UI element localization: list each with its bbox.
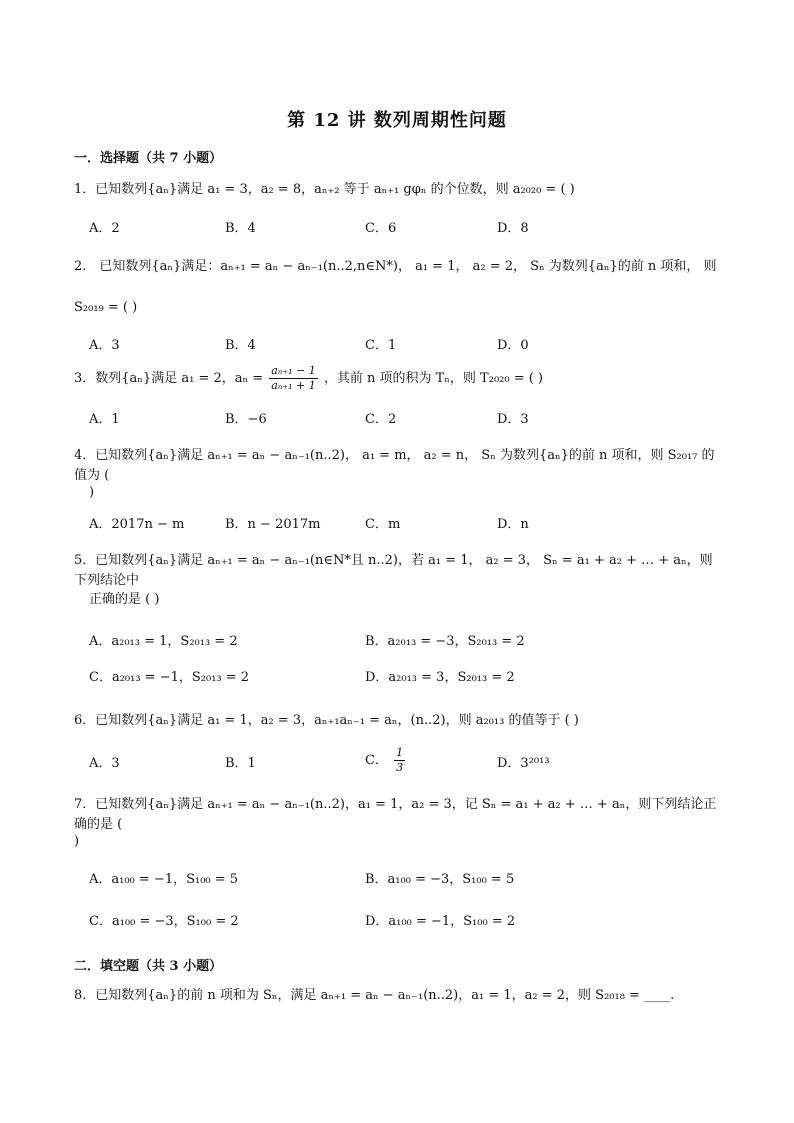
question-6-option-c-label: C． — [365, 753, 388, 768]
question-6-stem: 6．已知数列{aₙ}满足 a₁ = 1，a₂ = 3，aₙ₊₁aₙ₋₁ = aₙ，(n..2)，则 a₂₀₁₃ 的值等于 ( ) — [74, 713, 579, 728]
question-2-option-c: C．1 — [365, 338, 397, 353]
question-1-stem: 1．已知数列{aₙ}满足 a₁ = 3，a₂ = 8，aₙ₊₂ 等于 aₙ₊₁ gφₙ 的个位数，则 a₂₀₂₀ = ( ) — [74, 182, 575, 197]
question-2-stem-continued: S₂₀₁₉ = ( ) — [74, 300, 138, 315]
question-6-option-c-fraction — [394, 746, 405, 775]
question-3-option-d: D．3 — [497, 412, 529, 427]
question-2-option-a: A．3 — [89, 338, 120, 353]
question-1-option-a: A．2 — [89, 221, 120, 236]
question-5-option-a: A．a₂₀₁₃ = 1，S₂₀₁₃ = 2 — [89, 634, 238, 649]
question-7-option-d: D．a₁₀₀ = −1，S₁₀₀ = 2 — [365, 914, 516, 929]
question-3-fraction — [269, 364, 317, 393]
question-4-stem: 4．已知数列{aₙ}满足 aₙ₊₁ = aₙ − aₙ₋₁(n..2)， a₁ = m， a₂ = n， Sₙ 为数列{aₙ}的前 n 项和，则 S₂₀₁₇ 的值为 ( — [74, 448, 715, 483]
question-3-stem-end: ，其前 n 项的积为 Tₙ，则 T₂₀₂₀ = ( ) — [323, 371, 544, 386]
question-7-option-c: C．a₁₀₀ = −3，S₁₀₀ = 2 — [89, 914, 239, 929]
question-7-stem: 7．已知数列{aₙ}满足 aₙ₊₁ = aₙ − aₙ₋₁(n..2)，a₁ = 1，a₂ = 3，记 Sₙ = a₁ + a₂ + … + aₙ，则下列结论正确的是 ( — [74, 797, 717, 832]
question-8-stem: 8．已知数列{aₙ}的前 n 项和为 Sₙ，满足 aₙ₊₁ = aₙ − aₙ₋₁(n..2)，a₁ = 1，a₂ = 2，则 S₂₀₁₈ = ____. — [74, 988, 675, 1003]
question-6-option-c-numerator: 1 — [396, 746, 404, 759]
section-heading-choice: 一．选择题（共 7 小题） — [74, 151, 223, 166]
question-1-option-d: D．8 — [497, 221, 529, 236]
question-3-stem-start: 3．数列{aₙ}满足 a₁ = 2，aₙ = — [74, 371, 264, 386]
section-heading-fill-in: 二．填空题（共 3 小题） — [74, 959, 223, 974]
question-3-fraction-numerator: aₙ₊₁ − 1 — [271, 364, 316, 377]
page-title: 第 12 讲 数列周期性问题 — [287, 110, 507, 131]
question-3-fraction-denominator: aₙ₊₁ + 1 — [271, 379, 316, 392]
question-3-option-c: C．2 — [365, 412, 397, 427]
question-5-option-d: D．a₂₀₁₃ = 3，S₂₀₁₃ = 2 — [365, 670, 515, 685]
question-3-option-a: A．1 — [89, 412, 120, 427]
question-4-option-a: A．2017n − m — [89, 517, 185, 532]
question-1-option-b: B．4 — [225, 221, 256, 236]
question-5-stem-continued: 正确的是 ( ) — [89, 592, 160, 607]
question-2-stem: 2． 已知数列{aₙ}满足：aₙ₊₁ = aₙ − aₙ₋₁(n..2,n∈N*)， a₁ = 1， a₂ = 2， Sₙ 为数列{aₙ}的前 n 项和， 则 — [74, 259, 717, 274]
question-2-option-b: B．4 — [225, 338, 256, 353]
question-6-option-c-denominator: 3 — [396, 761, 404, 774]
question-6-option-c — [365, 746, 407, 775]
question-6-option-a: A．3 — [89, 756, 120, 771]
question-4-option-d: D．n — [497, 517, 529, 532]
question-5-option-c: C．a₂₀₁₃ = −1，S₂₀₁₃ = 2 — [89, 670, 250, 685]
question-5-option-b: B．a₂₀₁₃ = −3，S₂₀₁₃ = 2 — [365, 634, 525, 649]
question-6-option-b: B．1 — [225, 756, 256, 771]
question-2-option-d: D．0 — [497, 338, 529, 353]
question-7-option-a: A．a₁₀₀ = −1，S₁₀₀ = 5 — [89, 872, 239, 887]
question-7-option-b: B．a₁₀₀ = −3，S₁₀₀ = 5 — [365, 872, 515, 887]
question-4-option-c: C．m — [365, 517, 401, 532]
question-5-stem: 5．已知数列{aₙ}满足 aₙ₊₁ = aₙ − aₙ₋₁(n∈N*且 n..2)，若 a₁ = 1， a₂ = 3， Sₙ = a₁ + a₂ + … + aₙ，则下列结论中 — [74, 553, 713, 588]
question-3-stem — [74, 364, 724, 394]
question-1-option-c: C．6 — [365, 221, 397, 236]
question-3-option-b: B．−6 — [225, 412, 267, 427]
question-4-stem-continued: ) — [89, 485, 95, 500]
question-4-option-b: B．n − 2017m — [225, 517, 321, 532]
question-7-stem-continued: ) — [74, 834, 80, 849]
question-6-option-d: D．3²⁰¹³ — [497, 756, 550, 771]
